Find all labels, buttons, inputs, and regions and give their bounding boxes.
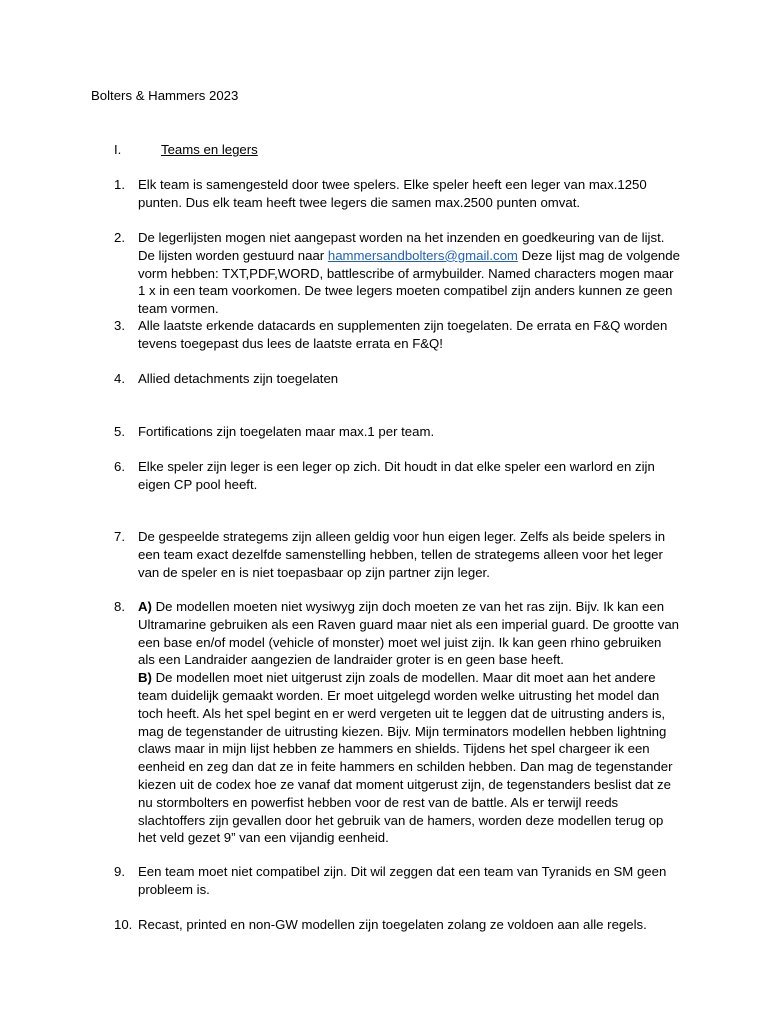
list-item (114, 863, 680, 899)
document-title: Bolters & Hammers 2023 (91, 88, 239, 103)
item-text: Fortifications zijn toegelaten maar max.1 per team. (138, 424, 435, 439)
list-item (114, 370, 680, 388)
item-text: Elke speler zijn leger is een leger op zich. Dit houdt in dat elke speler een warlord en zijn eigen CP pool heeft. (138, 459, 655, 492)
item-text (138, 229, 680, 318)
item-number: 5. (114, 424, 125, 439)
section-number: I. (114, 142, 122, 157)
item-text: Allied detachments zijn toegelaten (138, 371, 339, 386)
item-text (138, 598, 680, 847)
part-b-text: De modellen moet niet uitgerust zijn zoals de modellen. Maar dit moet aan het andere team duidelijk gemaakt worden. Er moet uitgelegd worden welke uitrusting het model dan toch heeft. Als het spel begint en er werd vergeten uit te leggen dat de uitrusting anders is, mag de tegenstander de uitrusting kiezen. Bijv. Mijn terminators modellen hebben lightning claws maar in mijn lijst hebben ze hammers en shields. Tijdens het spel chargeer ik een eenheid en zeg dan dat ze in feite hammers en schilden hebben. Dan mag de tegenstander kiezen uit de codex hoe ze vanaf dat moment uitgerust zijn, de tegenstanders beslist dat ze nu stormbolters en powerfist hebben voor de rest van de battle. Als er terwijl reeds slachtoffers zijn gevallen door het gebruik van de hamers, worden deze modellen terug op het veld gezet 9” van een vijandig eenheid. (138, 670, 673, 846)
item-text: Recast, printed en non-GW modellen zijn toegelaten zolang ze voldoen aan alle regels. (138, 917, 647, 932)
item-text-part: Deze lijst mag de volgende vorm hebben: TXT,PDF,WORD, battlescribe of armybuilder. Named characters mogen maar 1 x in een team voorkomen. De twee legers moeten compatibel zijn anders kunnen ze geen team vormen. (138, 247, 680, 317)
part-a-text: De modellen moeten niet wysiwyg zijn doch moeten ze van het ras zijn. Bijv. Ik kan een Ultramarine gebruiken als een Raven guard maar niet als een imperial guard. De grootte van een base en/of model (vehicle of monster) moet wel juist zijn. Ik kan geen rhino gebruiken als een Landraider aangezien de landraider groter is en geen base heeft. (138, 599, 679, 668)
list-item (114, 229, 680, 318)
section-heading (114, 141, 258, 159)
item-number: 6. (114, 459, 125, 474)
item-number: 9. (114, 864, 125, 879)
part-b-label: B) (138, 670, 152, 686)
part-a-label: A) (138, 599, 152, 614)
section-title: Teams en legers (161, 142, 258, 157)
item-number: 1. (114, 177, 125, 192)
item-text: Een team moet niet compatibel zijn. Dit wil zeggen dat een team van Tyranids en SM geen probleem is. (138, 864, 667, 897)
list-item (114, 317, 680, 353)
list-item (114, 423, 680, 441)
item-number: 7. (114, 529, 125, 544)
list-item (114, 528, 680, 581)
list-item (114, 916, 680, 934)
item-text-part: De legerlijsten mogen niet aangepast worden na het inzenden en goedkeuring van de lijst. De lijsten worden gestuurd naar (138, 230, 665, 263)
list-item (114, 458, 680, 494)
item-text: De gespeelde strategems zijn alleen geldig voor hun eigen leger. Zelfs als beide spelers in een team exact dezelfde samenstelling hebben, tellen de strategems alleen voor het leger van de speler en is niet toepasbaar op zijn partner zijn leger. (138, 529, 666, 580)
item-number: 4. (114, 371, 125, 386)
email-link[interactable]: hammersandbolters@gmail.com (327, 247, 518, 263)
item-text: Alle laatste erkende datacards en supplementen zijn toegelaten. De errata en F&Q worden tevens toegepast dus lees de laatste errata en F&Q! (138, 318, 668, 351)
item-text: Elk team is samengesteld door twee spelers. Elke speler heeft een leger van max.1250 punten. Dus elk team heeft twee legers die samen max.2500 punten omvat. (138, 177, 647, 210)
item-number: 2. (114, 230, 125, 245)
item-number: 10. (114, 917, 133, 932)
item-number: 8. (114, 599, 125, 614)
item-number: 3. (114, 318, 125, 333)
list-item (114, 598, 680, 847)
list-item (114, 176, 680, 212)
